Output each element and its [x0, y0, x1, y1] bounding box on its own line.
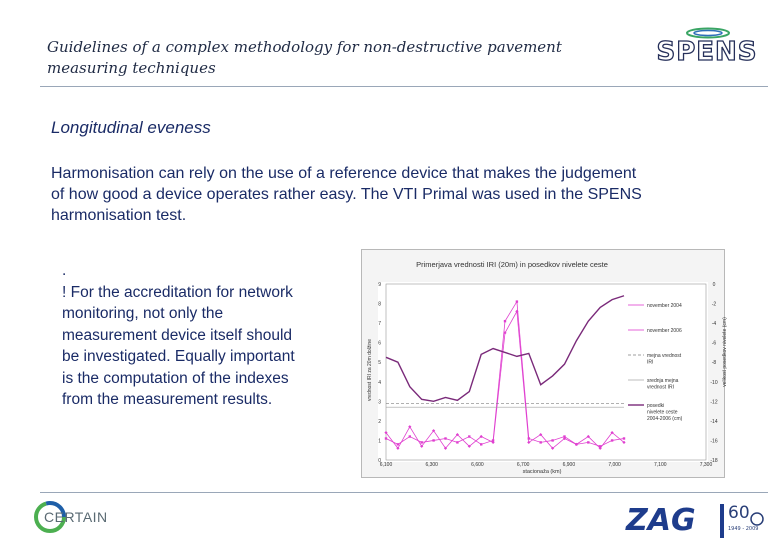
series-point-0 — [480, 443, 482, 445]
note-line-4: be investigated. Equally important — [62, 348, 295, 365]
x-tick-label: 7,300 — [699, 462, 713, 468]
x-tick-label: 6,900 — [562, 462, 576, 468]
y-left-tick-label: 9 — [378, 282, 381, 288]
intro-paragraph — [51, 163, 731, 226]
series-point-0 — [611, 439, 613, 441]
header-title — [47, 37, 587, 79]
legend-label-1: november 2006 — [647, 328, 682, 334]
anniversary-years: 1949 - 2009 — [728, 526, 759, 532]
header-divider — [40, 86, 768, 87]
x-tick-label: 7,100 — [654, 462, 667, 468]
legend-label-0: november 2004 — [647, 303, 682, 309]
series-point-0 — [397, 443, 399, 445]
certain-logo-text: CERTAIN — [44, 509, 108, 525]
footer-divider — [40, 492, 768, 493]
chart-title: Primerjava vrednosti IRI (20m) in posedkov nivelete ceste — [416, 260, 608, 269]
y-left-tick-label: 0 — [378, 458, 381, 464]
note-line-5: is the computation of the indexes — [62, 369, 289, 387]
series-point-0 — [587, 441, 589, 443]
zag-stripe — [720, 504, 724, 538]
series-point-0 — [551, 439, 553, 441]
header-title-line2: measuring techniques — [47, 59, 216, 77]
y-left-tick-label: 7 — [378, 321, 381, 328]
y-left-tick-label: 8 — [378, 301, 381, 308]
x-tick-label: 6,700 — [516, 462, 530, 468]
y-left-tick-label: 1 — [378, 438, 381, 445]
note-line-1: ! For the accreditation for network — [62, 283, 293, 301]
legend-label-2: IRI — [647, 359, 654, 366]
chart-xlabel: stacionaža (km) — [522, 469, 562, 475]
legend-label-4: posedki — [647, 403, 665, 409]
y-right-tick-label: 0 — [712, 282, 716, 288]
y-right-tick-label: -10 — [710, 379, 718, 386]
series-point-0 — [504, 320, 506, 322]
y-right-tick-label: -4 — [711, 321, 717, 328]
series-point-0 — [540, 441, 542, 443]
y-left-tick-label: 4 — [378, 379, 381, 386]
anniversary-ring-icon — [751, 513, 763, 525]
series-point-0 — [432, 439, 434, 441]
y-right-tick-label: -6 — [711, 340, 717, 347]
legend-label-4: 2004-2006 (cm) — [647, 416, 683, 422]
x-tick-label: 6,300 — [425, 462, 438, 468]
chart-ylabel-right: velikost posedkov nivelete (cm) — [722, 317, 728, 387]
series-point-0 — [385, 437, 387, 439]
y-right-tick-label: -16 — [710, 438, 718, 445]
accreditation-note — [62, 260, 340, 411]
zag-logo-text: ZAG — [626, 503, 696, 538]
chart-ylabel-left: vrednost IRI za 20m dolžine — [367, 339, 373, 401]
iri-chart — [361, 249, 728, 478]
spens-logo-text: SPENS — [656, 37, 758, 67]
series-point-0 — [444, 437, 446, 439]
y-left-tick-label: 3 — [378, 399, 381, 406]
note-line-2: monitoring, not only the — [62, 305, 224, 322]
series-point-0 — [516, 300, 518, 302]
section-title: Longitudinal eveness — [51, 118, 211, 137]
note-line-6: from the measurement results. — [62, 391, 273, 408]
x-tick-label: 6,100 — [379, 462, 393, 468]
y-right-tick-label: -2 — [711, 301, 717, 308]
legend-label-3: vrednost IRI — [647, 384, 674, 391]
spens-logo — [650, 24, 765, 66]
note-dot: . — [62, 262, 67, 279]
x-tick-label: 7,000 — [608, 462, 621, 468]
anniversary-number: 60 — [728, 503, 750, 523]
y-right-tick-label: -18 — [710, 458, 718, 464]
y-left-tick-label: 6 — [378, 340, 381, 347]
series-point-0 — [409, 435, 411, 437]
intro-paragraph-line3: harmonisation test. — [51, 207, 187, 224]
zag-logo — [624, 496, 774, 540]
legend-label-2: mejna vrednost — [647, 353, 682, 359]
legend-label-3: srednja mejna — [647, 378, 679, 384]
intro-paragraph-line1: Harmonisation can rely on the use of a reference device that makes the judgement — [51, 165, 637, 182]
intro-paragraph-line2: of how good a device operates rather easy. The VTI Primal was used in the SPENS — [51, 186, 642, 203]
y-right-tick-label: -14 — [710, 418, 718, 425]
legend-label-4: nivelete ceste — [647, 409, 678, 416]
iri-chart-svg — [362, 250, 728, 477]
series-point-0 — [623, 437, 625, 439]
y-left-tick-label: 5 — [378, 360, 381, 367]
y-right-tick-label: -12 — [710, 399, 718, 406]
series-point-0 — [421, 441, 423, 443]
chart-plot-frame — [386, 284, 706, 460]
certain-logo — [28, 494, 128, 538]
x-tick-label: 6,600 — [471, 462, 484, 468]
series-point-0 — [468, 435, 470, 437]
y-left-tick-label: 2 — [378, 418, 381, 425]
header-title-line1: Guidelines of a complex methodology for non-destructive pavement — [47, 38, 562, 56]
series-point-0 — [456, 441, 458, 443]
note-line-3: measurement device itself should — [62, 326, 293, 344]
y-right-tick-label: -8 — [711, 360, 717, 367]
